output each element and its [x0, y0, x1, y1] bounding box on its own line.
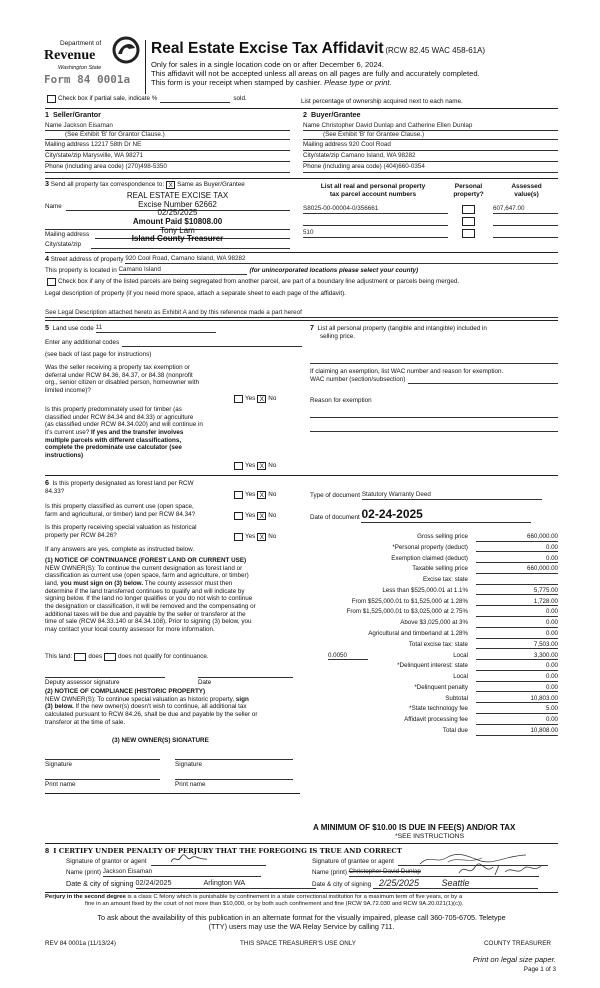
grantee-date-row: Date & city of signing 2/25/2025 Seattle: [312, 879, 538, 889]
tax-row-value[interactable]: 0.00: [476, 544, 558, 553]
partial-sold-label: sold.: [233, 95, 247, 103]
tax-row: [300, 608, 558, 617]
alt-format-note: To ask about the availability of this publication in an alternate format for the visually impaired, please call 360-705-6705. Teletype (TTY) users may use the WA Relay Service by calling 711.: [97, 913, 506, 931]
header-line2: This affidavit will not be accepted unless all areas on all pages are fully and accurately completed.: [151, 69, 480, 79]
tax-row-value[interactable]: 0.00: [476, 662, 558, 671]
partial-sale-label: Check box if partial sale, indicate %: [58, 95, 158, 103]
seller-mailing-field[interactable]: 12217 58th Dr NE: [90, 141, 142, 148]
tax-row-label: Local: [453, 651, 468, 659]
new-owner-signature-field[interactable]: [45, 752, 160, 760]
page-number: Page 1 of 3: [523, 966, 556, 973]
legal-label: Legal description of property (if you need more space, attach a separate sheet to each page of the affidavit).: [45, 290, 346, 297]
assessed-value-header: Assessed value(s): [511, 183, 542, 198]
tax-row-value[interactable]: 5.00: [476, 705, 558, 714]
correspondence-name-label: Name: [45, 203, 62, 210]
document-type-field[interactable]: Statutory Warranty Deed: [362, 491, 542, 500]
historic-answer: Yes X No: [232, 533, 276, 541]
county-treasurer-label: COUNTY TREASURER: [484, 940, 551, 947]
personal-property-checkbox[interactable]: [462, 229, 475, 238]
form-rcw: (RCW 82.45 WAC 458-61A): [385, 46, 486, 55]
this-land-row: This land: does does not qualify for continuance.: [45, 653, 209, 661]
personal-property-field[interactable]: [310, 356, 558, 364]
exemption-no-checkbox[interactable]: X: [257, 395, 266, 403]
wac-number-row: WAC number (section/subsection): [310, 376, 558, 384]
tax-row-label: *Delinquent penalty: [414, 683, 468, 691]
header-line3a: This form is your receipt when stamped by cashier.: [151, 78, 322, 88]
location-field[interactable]: Camano Island: [119, 266, 247, 275]
new-owner-print-field[interactable]: [45, 772, 160, 780]
notice-continuance: (1) NOTICE OF CONTINUANCE (FOREST LAND OR CURRENT USE) NEW OWNER(S): To continue the current designation as forest land or classification as current use (open space, farm and agriculture, or timber) land, you must sign on (3) below. The county assessor must then determine if the land transferred continues to qualify and will indicate by signing below. If the land no longer qualifies or you do not wish to continue the designation or classification, it will be removed and the compensating or additional taxes will be due and payable by the seller or transferor at the time of sale (RCW 84.33.140 or 84.34.108). Prior to signing (3) below, you may contact your local county assessor for more information.: [45, 557, 256, 634]
segregated-row: Check box if any of the listed parcels are being segregated from another parcel, are part of a boundary line adjustment or parcels being merged.: [45, 278, 459, 286]
timber-no-checkbox[interactable]: X: [257, 462, 266, 470]
notice-compliance: (2) NOTICE OF COMPLIANCE (HISTORIC PROPERTY) NEW OWNER(S): To continue special valuation as historic property, sign (3) below. If the new owner(s) doesn't wish to continue, all additional tax calculated pursuant to RCW 84.26, shall be due and payable by the seller or transferor at the time of sale.: [45, 688, 258, 726]
grantee-signature-row: Signature of grantee or agent: [312, 857, 548, 866]
does-qualify-checkbox[interactable]: [74, 653, 86, 661]
parcel-number-field[interactable]: S8025-00-00004-0/356661: [303, 205, 448, 214]
parcel-rows: [303, 205, 558, 241]
tax-row: [300, 587, 558, 596]
grantor-print-row: Name (print) Jackson Eisaman: [66, 868, 261, 877]
personal-property-header: Personal property?: [453, 183, 484, 198]
legal-description-field[interactable]: See Legal Description attached hereto as Exhibit A and by this reference made a part hereof: [45, 309, 558, 318]
assessed-value-field[interactable]: 607,647.00: [493, 205, 558, 214]
tax-row-value[interactable]: 5,775.00: [476, 587, 558, 596]
tax-row: [300, 533, 558, 542]
parcel-row: [303, 205, 558, 217]
divider: [45, 178, 558, 179]
perjury-note: Perjury in the second degree is a class C felony which is punishable by confinement in a state correctional institution for a maximum term of five years, or by a fine in an amount fixed by the court of not more than $10,000, or by both such confinement and fine (RCW 9A.72.030 and RCW 9A.20.021(1)(c)).: [45, 894, 464, 908]
tax-row: [300, 619, 558, 628]
buyer-heading: 2 Buyer/Grantee: [303, 110, 361, 119]
certify-heading: 8 I CERTIFY UNDER PENALTY OF PERJURY THAT THE FOREGOING IS TRUE AND CORRECT: [45, 846, 402, 855]
divider: [45, 475, 558, 476]
partial-sale-row: [45, 95, 247, 103]
new-owner-signature-field-2[interactable]: [175, 752, 293, 760]
reason-field-2[interactable]: [310, 424, 558, 432]
current-use-answer: Yes X No: [232, 512, 276, 520]
assessed-value-field[interactable]: [493, 217, 558, 226]
new-owner-signature-heading: (3) NEW OWNER(S) SIGNATURE: [112, 737, 209, 744]
treasurer-stamp: REAL ESTATE EXCISE TAX Excise Number 62662 02/25/2025 Amount Paid $10808.00 Tony Lam Island County Treasurer: [126, 191, 229, 244]
correspondence-label: Send all property tax correspondence to:: [50, 181, 165, 189]
grantor-signature-field[interactable]: [151, 857, 266, 866]
dept-line3: Washington State: [58, 65, 102, 71]
document-date-field[interactable]: 02-24-2025: [361, 507, 531, 523]
tax-row-value[interactable]: 3,300.00: [476, 652, 558, 661]
tax-row-label: *Delinquent interest: state: [397, 662, 468, 670]
forest-no-checkbox[interactable]: X: [257, 491, 266, 499]
seller-phone-field[interactable]: (270)498-5350: [125, 163, 167, 170]
exemption-wac-label: If claiming an exemption, list WAC number and reason for exemption.: [310, 368, 504, 375]
deputy-signature-field[interactable]: [45, 670, 165, 678]
form-revision: REV 84 0001a (11/13/24): [45, 940, 116, 947]
tax-row-value[interactable]: 0.00: [476, 673, 558, 682]
reason-label: Reason for exemption: [310, 397, 372, 404]
land-use-code-field[interactable]: 11: [96, 324, 216, 333]
tax-row-value[interactable]: 10,803.00: [476, 695, 558, 704]
tax-row-value[interactable]: 660,000.00: [476, 565, 558, 574]
print-name-label-2: Print name: [175, 781, 206, 788]
revenue-logo-icon: [112, 36, 140, 64]
location-note: (for unincorporated locations please select your county): [249, 267, 419, 274]
tax-row: [300, 555, 558, 564]
exemption-answer: Yes X No: [232, 395, 276, 403]
additional-codes-field[interactable]: [122, 339, 302, 347]
exemption-question: Was the seller receiving a property tax exemption or deferral under RCW 84.36, 84.37, or 84.38 (nonprofit org., senior citizen or disabled person, homeowner with limited income)?: [45, 364, 200, 395]
tax-row-value[interactable]: 1,728.00: [476, 598, 558, 607]
legal-paper-note: Print on legal size paper.: [472, 955, 556, 964]
tax-row-label: Affidavit processing fee: [404, 716, 468, 724]
divider: [45, 843, 558, 844]
tax-row-label: Taxable selling price: [412, 565, 468, 573]
form-title: Real Estate Excise Tax Affidavit: [151, 40, 384, 57]
parcel-header: List all real and personal property tax parcel account numbers: [320, 183, 426, 198]
correspondence-row: 3 Send all property tax correspondence to: X Same as Buyer/Grantee: [45, 179, 245, 189]
street-address-field[interactable]: 920 Cool Road, Camano Island, WA 98282: [125, 255, 558, 264]
tax-row: [300, 641, 558, 650]
tax-row-value[interactable]: 7,503.00: [476, 641, 558, 650]
historic-no-checkbox[interactable]: X: [257, 533, 266, 541]
tax-row: [300, 598, 558, 607]
does-not-qualify-checkbox[interactable]: [104, 653, 116, 661]
tax-row-value[interactable]: 0.00: [476, 716, 558, 725]
tax-row: [300, 705, 558, 714]
divider: [45, 892, 558, 893]
grantee-handwriting-scribble-icon: [457, 863, 542, 877]
tax-row: [300, 544, 558, 553]
document-date-row: Date of document 02-24-2025: [310, 507, 531, 523]
correspondence-mailing-label: Mailing address: [45, 231, 90, 238]
current-use-question: Is this property classified as current use (open space, farm and agricultural, or timber) land per RCW 84.34?: [45, 503, 196, 518]
document-type-row: Type of document Statutory Warranty Deed: [310, 491, 542, 500]
wac-number-field[interactable]: [408, 376, 558, 384]
tax-row-label: *State technology fee: [409, 705, 468, 713]
tax-row-value[interactable]: 0.00: [476, 684, 558, 693]
buyer-mailing-field[interactable]: 920 Cool Road: [348, 141, 391, 148]
dor-logo: [40, 38, 145, 88]
additional-codes-row: Enter any additional codes: [45, 339, 302, 347]
divider: [45, 108, 558, 109]
header-divider: [145, 40, 146, 94]
located-row: This property is located in Camano Island (for unincorporated locations please select your county): [45, 266, 419, 274]
grantee-date-field[interactable]: 2/25/2025 Seattle: [373, 879, 538, 889]
signature-label: Signature: [45, 761, 72, 768]
divider: [45, 252, 558, 253]
tax-row-label: Less than $525,000.01 at 1.1%: [382, 586, 468, 594]
new-owner-print-field-2[interactable]: [175, 772, 293, 780]
tax-row: [300, 662, 558, 671]
grantee-print-field[interactable]: Christopher David Dunlap: [349, 868, 539, 877]
tax-row-value[interactable]: 0.00: [476, 608, 558, 617]
partial-sale-checkbox[interactable]: [47, 95, 56, 103]
dept-line2: Revenue: [44, 48, 96, 63]
historic-question: Is this property receiving special valuation as historical property per RCW 84.26?: [45, 524, 197, 539]
tax-row-label: Gross selling price: [417, 533, 468, 540]
tax-row-label: Total excise tax: state: [408, 640, 468, 648]
grantor-date-row: Date & city of signing 02/24/2025 Arlington WA: [66, 879, 316, 889]
seller-block: Name Jackson Eisaman (See Exhibit 'B' for Grantor Clause.) Mailing address 12217 58th Dr NE City/state/zip Marysville, WA 98271 Phone (including area code) (270)498-5350: [45, 122, 290, 173]
tax-row-label: Agricultural and timberland at 1.28%: [368, 630, 468, 638]
local-rate-field[interactable]: 0.0050: [328, 652, 368, 661]
buyer-block: Name Christopher David Dunlap and Catherine Ellen Dunlap (See Exhibit 'B' for Grantee Clause.) Mailing address 920 Cool Road City/state/zip Camano Island, WA 98282 Phone (including area code) (404)660-0354: [303, 122, 558, 173]
minimum-due-note: A MINIMUM OF $10.00 IS DUE IN FEE(S) AND/OR TAX: [313, 823, 516, 832]
parcel-row: [303, 229, 558, 241]
tax-row-label: Total due: [442, 727, 468, 735]
grantor-signature-row: Signature of grantor or agent: [66, 857, 266, 866]
forest-question: 6 Is this property designated as forest land per RCW 84.33?: [45, 478, 194, 495]
correspondence-city-label: City/state/zip: [45, 241, 82, 248]
assessed-value-field[interactable]: [493, 229, 558, 238]
print-name-label: Print name: [45, 781, 76, 788]
segregated-checkbox[interactable]: [47, 278, 56, 286]
partial-sale-percent-field[interactable]: [160, 95, 230, 103]
timber-question: Is this property predominately used for timber (as classified under RCW 84.34 and 84.33) or agriculture (as classified under RCW 84.34.020) and will continue in it's current use? If yes and the transfer involves multiple parcels with different classifications, complete the predominate use calculator (see instructions): [45, 406, 203, 460]
tax-row-label: Excise tax: state: [422, 576, 468, 584]
signature-label-2: Signature: [175, 761, 202, 768]
see-back-note: (see back of last page for instructions): [45, 351, 152, 358]
buyer-name-field-2[interactable]: (See Exhibit 'B' for Grantee Clause.): [323, 131, 425, 138]
forest-answer: Yes X No: [232, 491, 276, 499]
tax-row: [300, 695, 558, 704]
divider: [45, 320, 558, 321]
land-use-row: 5 Land use code 11: [45, 324, 216, 333]
parcel-number-field[interactable]: 510: [303, 229, 448, 238]
tax-row: [300, 576, 558, 585]
same-as-buyer-label: Same as Buyer/Grantee: [177, 181, 245, 189]
deputy-signature-label: Deputy assessor signature: [45, 679, 120, 686]
header-line1: Only for sales in a single location code on or after December 6, 2024.: [151, 59, 385, 69]
tax-row-value[interactable]: 0.00: [476, 630, 558, 639]
personal-property-label: 7 List all personal property (tangible and intangible) included in selling price.: [310, 323, 487, 340]
list-percentage-note: List percentage of ownership acquired next to each name.: [301, 98, 463, 105]
seller-city-field[interactable]: Marysville, WA 98271: [82, 152, 144, 159]
tax-row: [300, 727, 558, 736]
seller-name-field[interactable]: Jackson Eisaman: [63, 122, 113, 129]
exemption-yes-checkbox[interactable]: [234, 395, 243, 403]
form-title-block: [151, 40, 571, 88]
personal-property-checkbox[interactable]: [462, 217, 475, 226]
tax-row: [300, 565, 558, 574]
timber-answer: Yes X No: [232, 462, 276, 470]
current-use-no-checkbox[interactable]: X: [257, 512, 266, 520]
seller-heading: 1 Seller/Grantor: [45, 110, 101, 119]
tax-row-label: From $1,525,000.01 to $3,025,000 at 2.75%: [346, 608, 468, 616]
form-number: Form 84 0001a: [44, 73, 131, 86]
grantor-signature-scribble-icon: [169, 854, 209, 864]
seller-name-field-2[interactable]: (See Exhibit 'B' for Grantor Clause.): [65, 131, 165, 138]
tax-row-label: Subtotal: [445, 694, 468, 702]
tax-row-label: From $525,000.01 to $1,525,000 at 1.28%: [351, 597, 468, 605]
buyer-phone-field[interactable]: (404)660-0354: [383, 163, 425, 170]
tax-row-label: *Personal property (deduct): [392, 543, 468, 551]
forest-yes-checkbox[interactable]: [234, 491, 243, 499]
tax-row-value[interactable]: 660,000.00: [476, 533, 558, 542]
grantee-print-row: Name (print) Christopher David Dunlap: [312, 868, 539, 877]
same-as-buyer-checkbox[interactable]: X: [166, 181, 175, 189]
tax-row-label: Above $3,025,000 at 3%: [400, 619, 468, 627]
tax-row-value[interactable]: [476, 576, 558, 585]
historic-yes-checkbox[interactable]: [234, 533, 243, 541]
personal-property-checkbox[interactable]: [462, 205, 475, 214]
tax-row-value[interactable]: 0.00: [476, 555, 558, 564]
tax-row-label: Exemption claimed (deduct): [391, 554, 468, 562]
treasurer-space-label: THIS SPACE TREASURER'S USE ONLY: [240, 940, 356, 947]
header-line3b: Please type or print.: [324, 78, 392, 88]
see-instructions: *SEE INSTRUCTIONS: [395, 833, 465, 840]
tax-row-value[interactable]: 0.00: [476, 619, 558, 628]
grantor-date-field[interactable]: 02/24/2025 Arlington WA: [136, 879, 316, 889]
tax-row-value[interactable]: 10,808.00: [476, 727, 558, 736]
buyer-name-field[interactable]: Christopher David Dunlap and Catherine Ellen Dunlap: [321, 122, 473, 129]
parcel-row: [303, 217, 558, 229]
tax-row: [300, 673, 558, 682]
tax-row: [300, 630, 558, 639]
grantor-print-field[interactable]: Jackson Eisaman: [103, 868, 261, 877]
deputy-date-label: Date: [198, 679, 212, 686]
tax-row: [300, 684, 558, 693]
tax-row: [300, 652, 558, 661]
timber-yes-checkbox[interactable]: [234, 462, 243, 470]
divider: [45, 793, 300, 794]
tax-row-label: Local: [453, 673, 468, 681]
parcel-number-field[interactable]: [303, 217, 448, 226]
street-row: 4 Street address of property 920 Cool Road, Camano Island, WA 98282: [45, 255, 558, 264]
tax-row: [300, 716, 558, 725]
dept-line1: Department of: [60, 40, 102, 47]
if-any-note: If any answers are yes, complete as instructed below.: [45, 546, 195, 553]
deputy-date-field[interactable]: [198, 670, 293, 678]
buyer-city-field[interactable]: Camano Island, WA 98282: [340, 152, 416, 159]
current-use-yes-checkbox[interactable]: [234, 512, 243, 520]
reason-field[interactable]: [310, 410, 558, 418]
